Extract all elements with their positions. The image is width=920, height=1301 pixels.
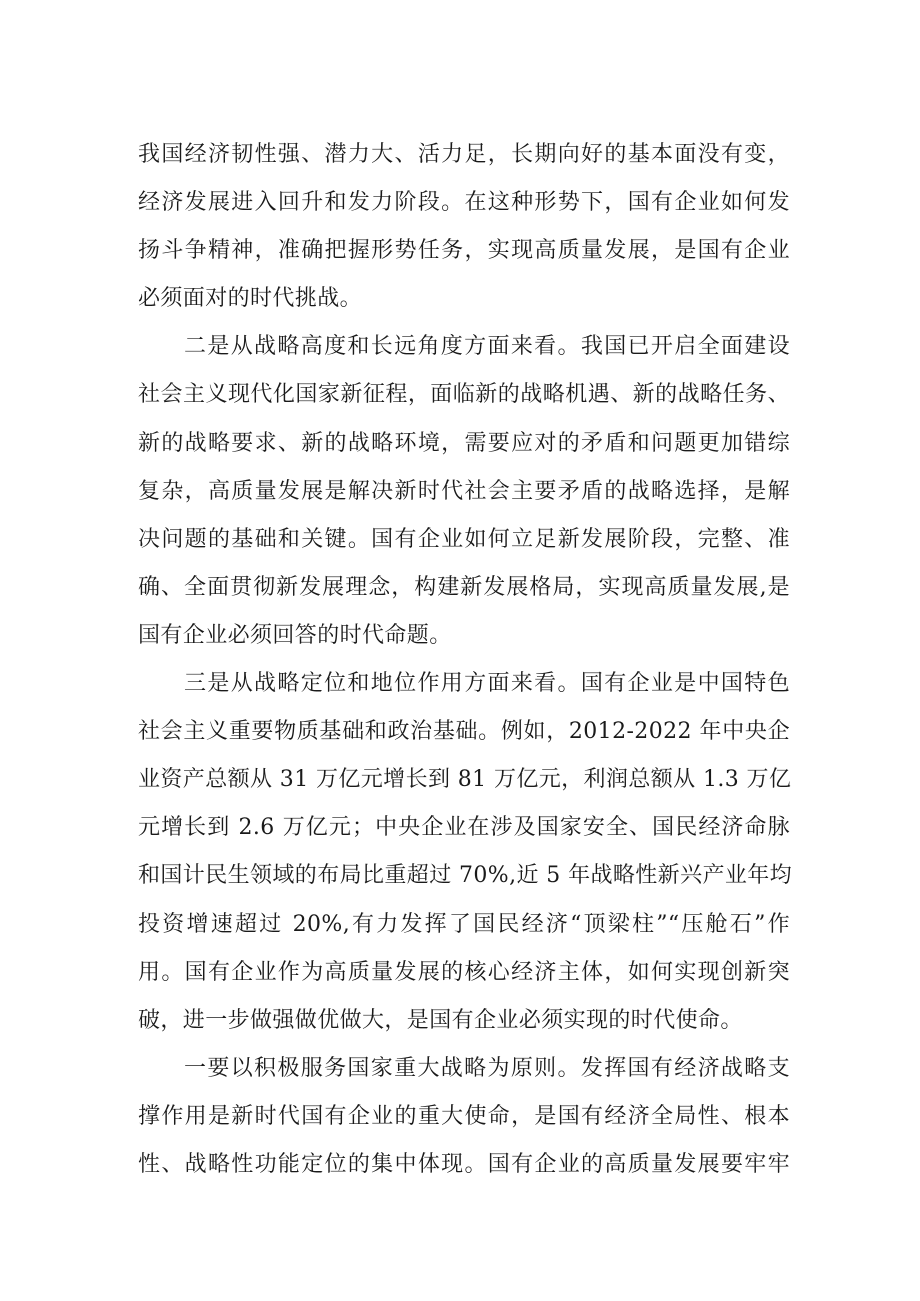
text-line: 经济发展进入回升和发力阶段。在这种形势下，国有企业如何发: [138, 190, 790, 216]
text-line: 确、全面贯彻新发展理念，构建新发展格局，实现高质量发展,是: [138, 574, 790, 600]
text-line: 投资增速超过 20%,有力发挥了国民经济“顶梁柱”“压舱石”作: [138, 911, 790, 937]
text-line: 一要以积极服务国家重大战略为原则。发挥国有经济战略支: [184, 1055, 790, 1081]
text-line: 用。国有企业作为高质量发展的核心经济主体，如何实现创新突: [138, 959, 790, 985]
text-line: 社会主义重要物质基础和政治基础。例如，2012-2022 年中央企: [138, 719, 790, 745]
text-line: 新的战略要求、新的战略环境，需要应对的矛盾和问题更加错综: [138, 430, 790, 456]
text-line: 国有企业必须回答的时代命题。: [138, 622, 452, 648]
text-line: 三是从战略定位和地位作用方面来看。国有企业是中国特色: [184, 671, 790, 697]
text-line: 二是从战略高度和长远角度方面来看。我国已开启全面建设: [184, 334, 790, 360]
paragraph-4: [138, 1045, 790, 1189]
document-page: [138, 131, 793, 1189]
text-line: 性、战略性功能定位的集中体现。国有企业的高质量发展要牢牢: [138, 1151, 790, 1177]
text-line: 元增长到 2.6 万亿元；中央企业在涉及国家安全、国民经济命脉: [138, 815, 790, 841]
text-line: 复杂，高质量发展是解决新时代社会主要矛盾的战略选择，是解: [138, 478, 790, 504]
text-line: 撑作用是新时代国有企业的重大使命，是国有经济全局性、根本: [138, 1103, 790, 1129]
text-line: 扬斗争精神，准确把握形势任务，实现高质量发展，是国有企业: [138, 238, 790, 264]
paragraph-1: [138, 131, 790, 323]
text-line: 破，进一步做强做优做大，是国有企业必须实现的时代使命。: [138, 1007, 743, 1033]
text-line: 业资产总额从 31 万亿元增长到 81 万亿元，利润总额从 1.3 万亿: [138, 767, 792, 793]
paragraph-3: [138, 660, 793, 1045]
text-line: 社会主义现代化国家新征程，面临新的战略机遇、新的战略任务、: [138, 382, 790, 408]
text-line: 和国计民生领域的布局比重超过 70%,近 5 年战略性新兴产业年均: [138, 863, 793, 889]
text-line: 决问题的基础和关键。国有企业如何立足新发展阶段，完整、准: [138, 526, 790, 552]
text-line: 我国经济韧性强、潜力大、活力足，长期向好的基本面没有变，: [138, 142, 790, 167]
text-line: 必须面对的时代挑战。: [138, 286, 363, 312]
paragraph-2: [138, 323, 790, 660]
